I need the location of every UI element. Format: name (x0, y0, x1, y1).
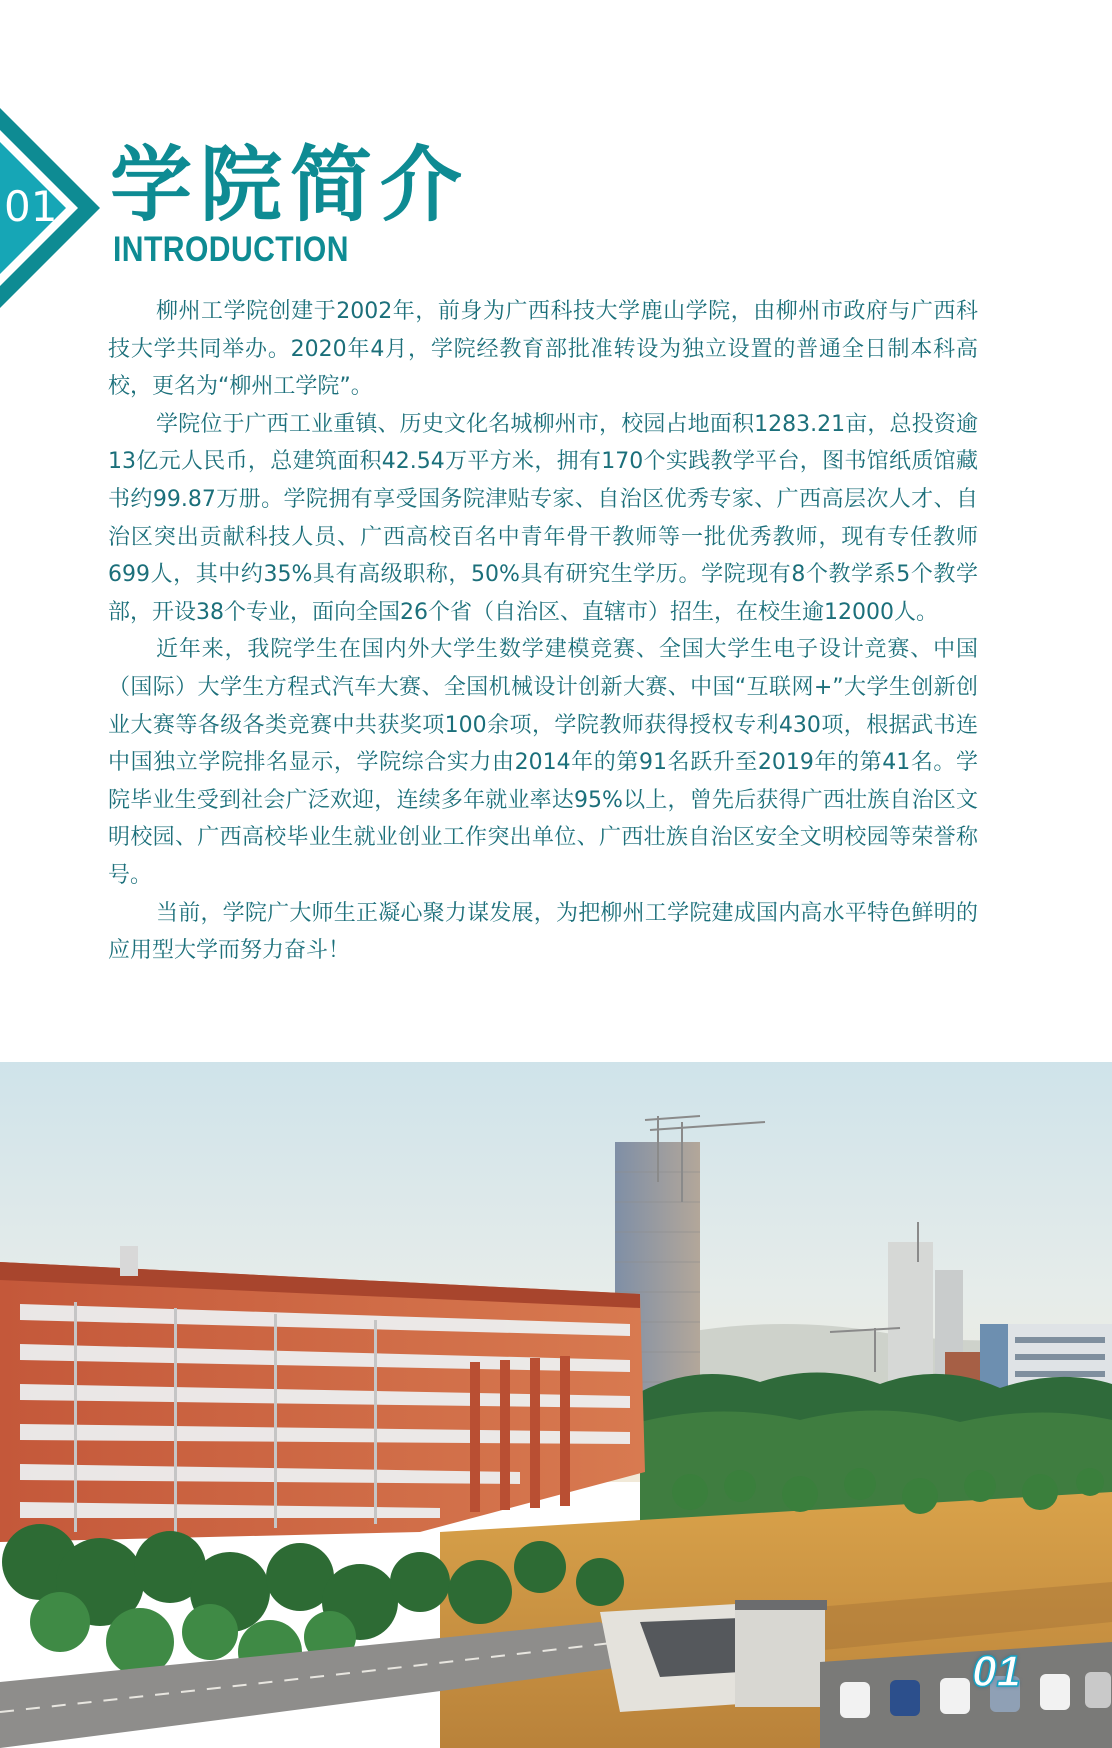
paragraph: 学院位于广西工业重镇、历史文化名城柳州市，校园占地面积1283.21亩，总投资逾13亿元人民币，总建筑面积42.54万平方米，拥有170个实践教学平台，图书馆纸质馆藏书约99.87万册。学院拥有享受国务院津贴专家、自治区优秀专家、广西高层次人才、自治区突出贡献科技人员、广西高校百名中青年骨干教师等一批优秀教师，现有专任教师699人，其中约35%具有高级职称，50%具有研究生学历。学院现有8个教学系5个教学部，开设38个专业，面向全国26个省（自治区、直辖市）招生，在校生逾12000人。 (108, 411, 978, 625)
section-number: 01 (4, 182, 58, 231)
paragraph: 柳州工学院创建于2002年，前身为广西科技大学鹿山学院，由柳州市政府与广西科技大学共同举办。2020年4月，学院经教育部批准转设为独立设置的普通全日制本科高校，更名为“柳州工学院”。 (108, 299, 978, 400)
intro-text (108, 293, 978, 970)
section-marker (0, 108, 110, 308)
page-number: 01 (972, 1647, 1021, 1696)
section-title: 学院简介 (110, 138, 471, 233)
campus-photo (0, 1062, 1112, 1748)
paragraph: 近年来，我院学生在国内外大学生数学建模竞赛、全国大学生电子设计竞赛、中国（国际）大学生方程式汽车大赛、全国机械设计创新大赛、中国“互联网+”大学生创新创业大赛等各级各类竞赛中共获奖项100余项，学院教师获得授权专利430项，根据武书连中国独立学院排名显示，学院综合实力由2014年的第91名跃升至2019年的第41名。学院毕业生受到社会广泛欢迎，连续多年就业率达95%以上，曾先后获得广西壮族自治区文明校园、广西高校毕业生就业创业工作突出单位、广西壮族自治区安全文明校园等荣誉称号。 (108, 637, 978, 888)
section-subtitle: INTRODUCTION (113, 230, 349, 269)
paragraph: 当前，学院广大师生正凝心聚力谋发展，为把柳州工学院建成国内高水平特色鲜明的应用型大学而努力奋斗！ (108, 900, 978, 964)
